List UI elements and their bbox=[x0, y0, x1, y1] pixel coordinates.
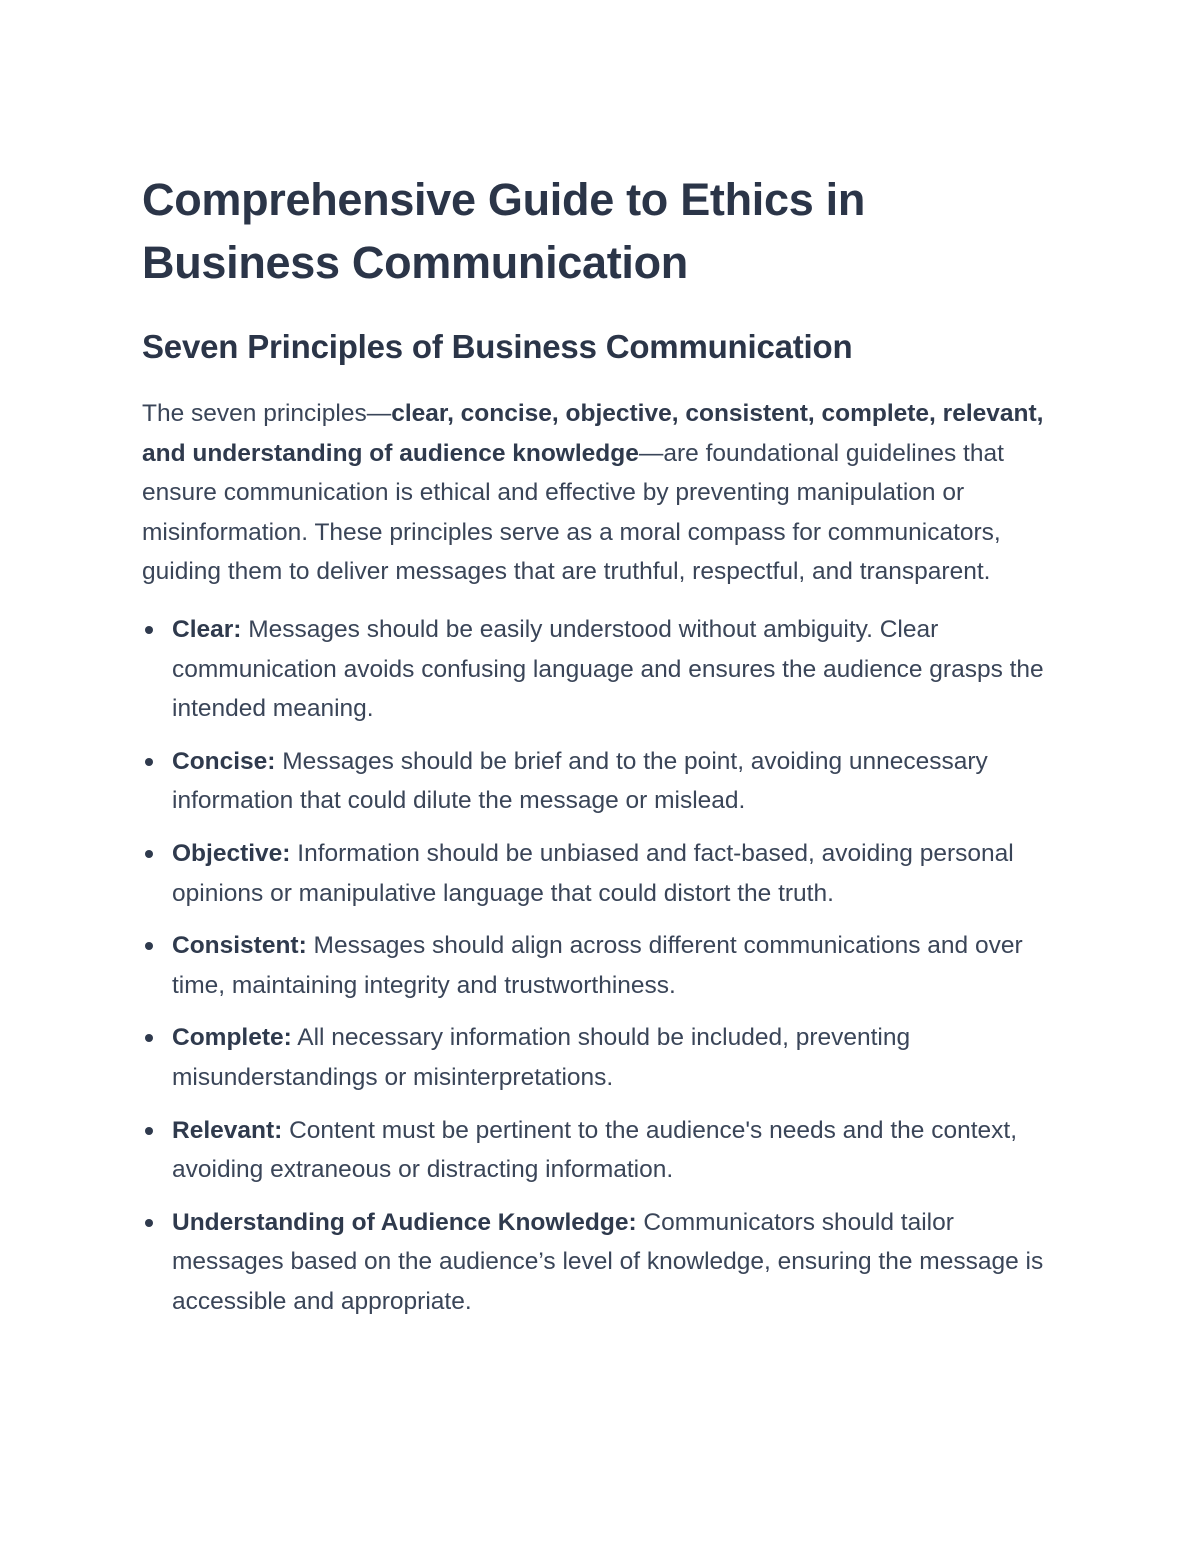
list-item bbox=[142, 1018, 1062, 1097]
principle-term: Understanding of Audience Knowledge: bbox=[172, 1208, 637, 1236]
principle-term: Concise: bbox=[172, 747, 276, 775]
list-item bbox=[142, 1111, 1062, 1190]
intro-paragraph bbox=[142, 394, 1062, 592]
bullet-icon bbox=[145, 1127, 153, 1135]
principle-term: Complete: bbox=[172, 1024, 292, 1052]
list-item bbox=[142, 610, 1062, 729]
principle-text: Messages should align across different communications and over time, maintaining integrity and trustworthiness. bbox=[172, 932, 1023, 999]
principle-term: Clear: bbox=[172, 615, 242, 643]
intro-bold-list: clear, concise, objective, consistent, complete, relevant, and understanding of audience knowledge bbox=[142, 400, 1044, 467]
bullet-icon bbox=[145, 850, 153, 858]
bullet-icon bbox=[145, 626, 153, 634]
section-heading: Seven Principles of Business Communication bbox=[142, 328, 853, 365]
principle-text: Content must be pertinent to the audience's needs and the context, avoiding extraneous or distracting information. bbox=[172, 1116, 1018, 1184]
principle-term: Consistent: bbox=[172, 932, 307, 960]
principle-text: All necessary information should be included, preventing misunderstandings or misinterpretations. bbox=[172, 1024, 911, 1091]
list-item bbox=[142, 926, 1062, 1005]
document-title: Comprehensive Guide to Ethics in Business Communication bbox=[142, 174, 866, 288]
bullet-icon bbox=[145, 1219, 153, 1227]
principle-text: Information should be unbiased and fact-based, avoiding personal opinions or manipulative language that could distort the truth. bbox=[172, 839, 1014, 907]
principle-text: Messages should be brief and to the point, avoiding unnecessary information that could dilute the message or mislead. bbox=[172, 747, 988, 815]
bullet-icon bbox=[145, 942, 153, 950]
list-item bbox=[142, 1203, 1062, 1322]
list-item bbox=[142, 742, 1062, 821]
principle-term: Relevant: bbox=[172, 1116, 283, 1144]
principle-text: Communicators should tailor messages based on the audience’s level of knowledge, ensuring the message is accessible and appropriate. bbox=[172, 1208, 1044, 1315]
principle-term: Objective: bbox=[172, 839, 291, 867]
principles-list bbox=[142, 610, 1062, 1322]
principle-text: Messages should be easily understood without ambiguity. Clear communication avoids confusing language and ensures the audience grasps the intended meaning. bbox=[172, 615, 1044, 723]
bullet-icon bbox=[145, 1034, 153, 1042]
document-page bbox=[142, 168, 1062, 1334]
list-item bbox=[142, 834, 1062, 913]
intro-rest: —are foundational guidelines that ensure communication is ethical and effective by preventing manipulation or misinformation. These principles serve as a moral compass for communicators, guiding them to deliver messages that are truthful, respectful, and transparent. bbox=[142, 439, 1004, 586]
intro-lead: The seven principles— bbox=[142, 400, 392, 427]
bullet-icon bbox=[145, 758, 153, 766]
